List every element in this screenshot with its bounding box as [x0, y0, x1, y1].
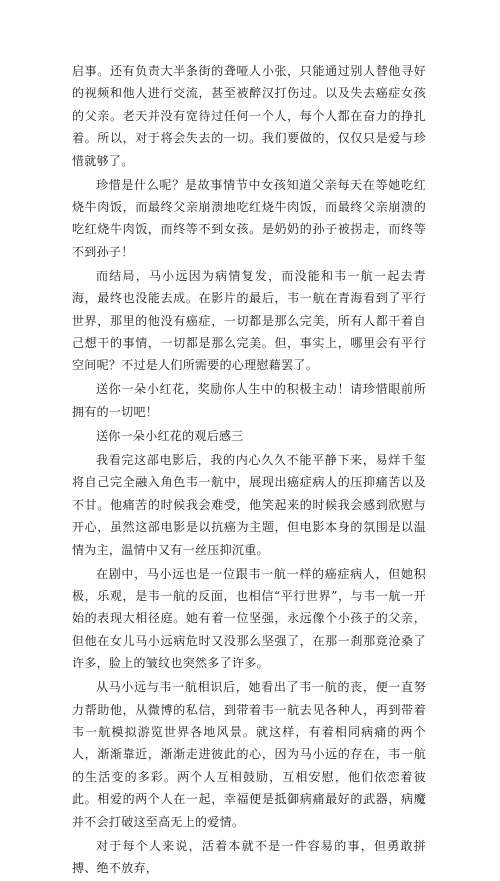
section-heading: 送你一朵小红花的观后感三 [96, 428, 244, 443]
paragraph-9: 对于每个人来说，活着本就不是一件容易的事，但勇敢拼搏、绝不放弃， [72, 838, 426, 875]
paragraph-8: 从马小远与韦一航相识后，她看出了韦一航的丧，便一直努力帮助他，从微博的私信，到带着韦一航去见各种人，再到带着韦一航模拟游览世界各地风景。就这样，有着相同病痛的两个人，渐渐靠近，渐渐走进彼此的心，因为马小远的存在，韦一航的生活变的多彩。两个人互相鼓励，互相安慰，他们依恋着彼此。相爱的两个人在一起，幸福便是抵御病痛最好的武器，病魔并不会打破这至高无上的爱情。 [72, 680, 426, 829]
document-body [72, 60, 426, 881]
paragraph-4: 送你一朵小红花，奖励你人生中的积极主动！请珍惜眼前所拥有的一切吧！ [72, 382, 426, 419]
paragraph-6: 我看完这部电影后，我的内心久久不能平静下来，易烊千玺将自己完全融入角色韦一航中，展现出癌症病人的压抑痛苦以及不甘。他痛苦的时候我会难受，他笑起来的时候我会感到欣慰与开心，虽然这部电影是以抗癌为主题，但电影本身的氛围是以温情为主，温情中又有一丝压抑沉重。 [72, 452, 426, 557]
paragraph-7: 在剧中，马小远也是一位跟韦一航一样的癌症病人，但她积极，乐观，是韦一航的反面，也相信“平行世界”，与韦一航一开始的表现大相径庭。她有着一位坚强，永远像个小孩子的父亲，但他在女儿马小远病危时又没那么坚强了，在那一刹那竟沧桑了许多，脸上的皱纹也突然多了许多。 [72, 566, 426, 671]
paragraph-1: 启事。还有负责大半条街的聋哑人小张，只能通过别人替他寻好的视频和他人进行交流，甚至被醉汉打伤过。以及失去癌症女孩的父亲。老天并没有宽待过任何一个人，每个人都在奋力的挣扎着。所以，对于将会失去的一切。我们要做的，仅仅只是爱与珍惜就够了。 [72, 64, 426, 168]
paragraph-2: 珍惜是什么呢？是故事情节中女孩知道父亲每天在等她吃红烧牛肉饭，而最终父亲崩溃地吃红烧牛肉饭，而最终父亲崩溃的吃红烧牛肉饭，而终等不到女孩。是奶奶的孙子被拐走，而终等不到孙子！ [72, 177, 426, 259]
paragraph-3: 而结局，马小远因为病情复发，而没能和韦一航一起去青海，最终也没能去成。在影片的最后，韦一航在青海看到了平行世界，那里的他没有癌症，一切都是那么完美，所有人都干着自己想干的事情，一切都是那么完美。但，事实上，哪里会有平行空间呢？不过是人们所需要的心理慰藉罢了。 [72, 268, 426, 373]
